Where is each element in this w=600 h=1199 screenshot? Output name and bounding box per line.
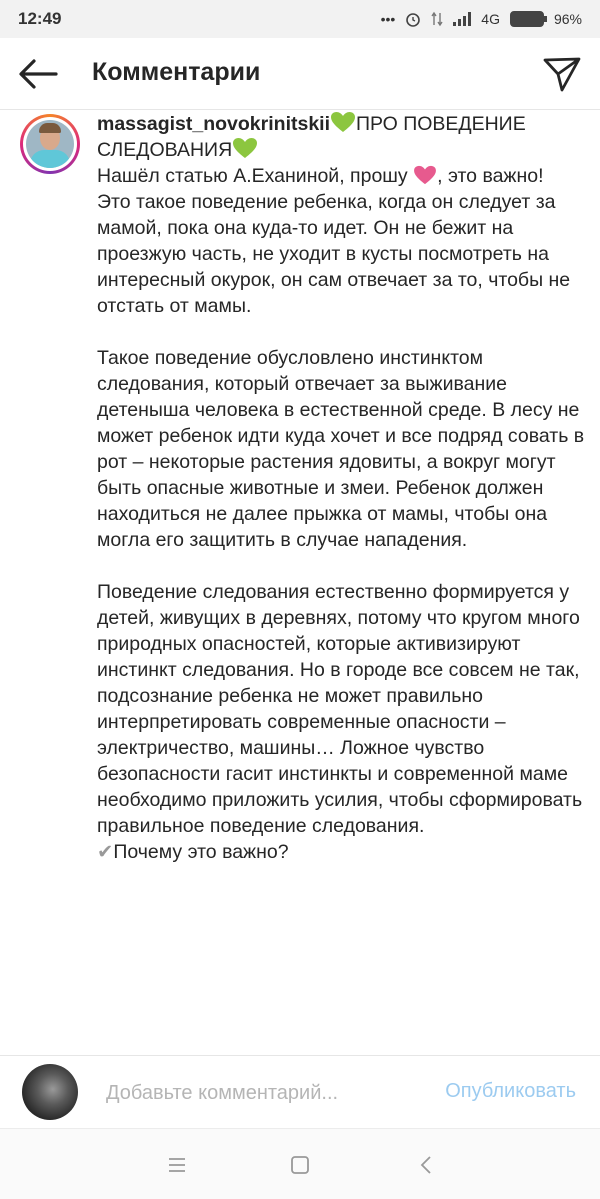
- comment-heading: ПРО ПОВЕДЕНИЕ СЛЕДОВАНИЯ: [97, 113, 526, 161]
- system-back-button[interactable]: [414, 1153, 438, 1177]
- paper-plane-icon: [542, 54, 582, 94]
- comment-composer: [0, 1055, 600, 1128]
- comment-paragraph-1: Это такое поведение ребенка, когда он следует за мамой, пока она куда-то идет. Он не бежит на проезжую часть, не уходит в кусты посмотреть на интересный окурок, он сам отвечает за то, чтобы не отстать от мамы.: [97, 191, 571, 317]
- header: [0, 38, 600, 110]
- avatar-photo: [26, 120, 74, 168]
- comment-intro-end: , это важно!: [437, 165, 544, 187]
- publish-button[interactable]: Опубликовать: [445, 1080, 576, 1102]
- share-button[interactable]: [542, 54, 582, 94]
- comment-last-line: Почему это важно?: [113, 841, 289, 863]
- page-title: Комментарии: [92, 58, 261, 86]
- comment-intro: Нашёл статью А.Еханиной, прошу: [97, 165, 414, 187]
- status-icons: [381, 11, 582, 27]
- home-square-icon: [288, 1153, 312, 1177]
- my-avatar: [22, 1064, 78, 1120]
- more-dots-icon: •••: [380, 11, 396, 27]
- battery-icon: [510, 11, 544, 27]
- comment-paragraph-2: Такое поведение обусловлено инстинктом следования, который отвечает за выживание детеныша человека в естественной среде. В лесу не может ребенок идти куда хочет и все подряд совать в рот – некоторые растения ядовиты, а вокруг могут быть опасные животные и змеи. Ребенок должен находиться не далее прыжка от мамы, чтобы она могла его защитить в случае нападения.: [97, 347, 585, 551]
- menu-icon: [165, 1153, 189, 1177]
- signal-icon: [453, 12, 471, 26]
- green-heart-icon: [330, 111, 356, 133]
- network-type: 4G: [481, 11, 500, 27]
- comment: [0, 110, 600, 1055]
- status-bar: [0, 0, 600, 38]
- back-button[interactable]: [18, 56, 58, 92]
- green-heart-icon: [232, 137, 258, 159]
- comment-username[interactable]: massagist_novokrinitskii: [97, 113, 331, 135]
- comment-input[interactable]: [106, 1078, 406, 1108]
- battery-level: 96%: [553, 11, 582, 27]
- home-button[interactable]: [288, 1153, 312, 1177]
- comment-paragraph-3: Поведение следования естественно формируется у детей, живущих в деревнях, потому что кругом много природных опасностей, которые активизируют инстинкт следования. Но в городе все совсем не так, подсознание ребенка не может правильно интерпретировать современные опасности – электричество, машины… Ложное чувство безопасности гасит инстинкты и современной маме необходимо приложить усилия, чтобы сформировать правильное поведение следования.: [97, 581, 583, 837]
- back-chevron-icon: [414, 1153, 438, 1177]
- data-arrows-icon: [431, 11, 443, 27]
- alarm-icon: [405, 11, 421, 27]
- arrow-left-icon: [18, 56, 58, 92]
- system-nav-bar: [0, 1128, 600, 1199]
- pink-heart-icon: [413, 165, 437, 185]
- recent-apps-button[interactable]: [165, 1153, 189, 1177]
- status-time: 12:49: [18, 9, 62, 28]
- commenter-avatar[interactable]: [20, 114, 80, 174]
- check-mark-icon: ✔: [97, 841, 114, 863]
- comment-text: [97, 111, 587, 865]
